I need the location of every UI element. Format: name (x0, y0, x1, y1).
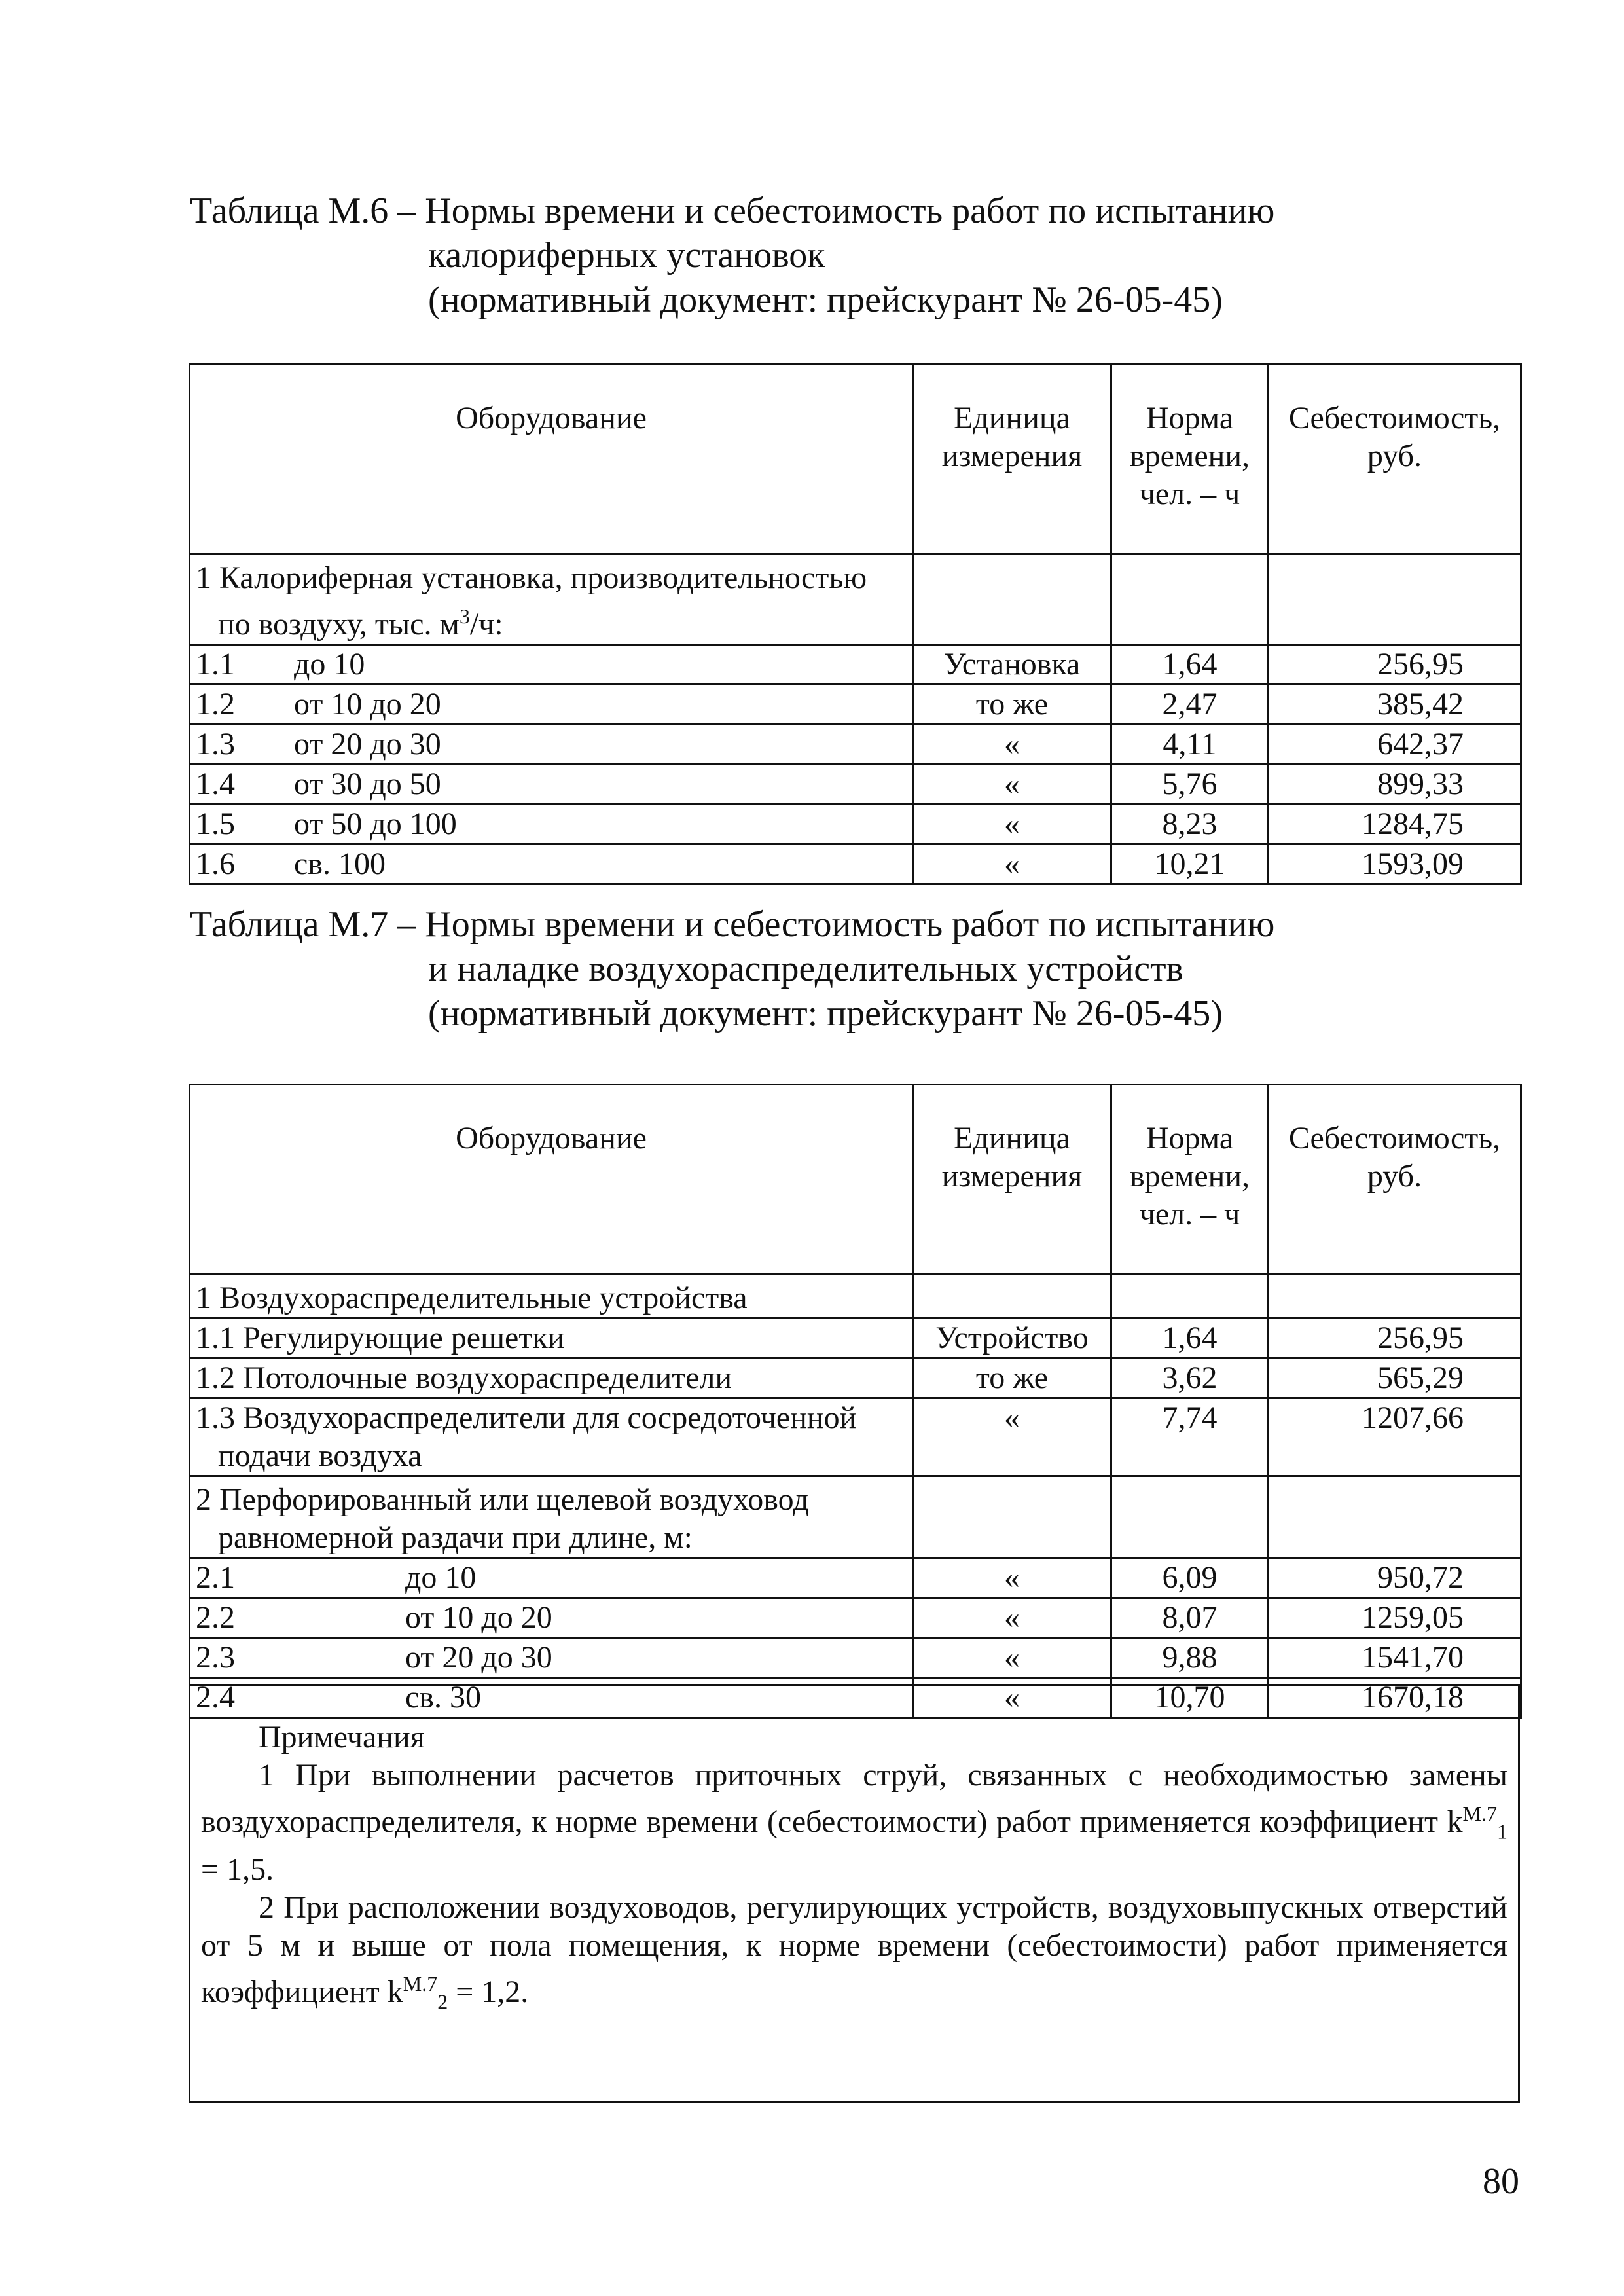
table7-caption-line1: Таблица М.7 – Нормы времени и себестоимость работ по испытанию (190, 904, 1275, 945)
page-number: 80 (1483, 2161, 1519, 2202)
table-row: 2.1 до 10 « 6,09 950,72 (190, 1558, 1521, 1598)
table6-header-unit: Единица измерения (913, 365, 1111, 555)
table-row: 1.3 от 20 до 30 « 4,11 642,37 (190, 725, 1521, 765)
table6-caption-line3: (нормативный документ: прейскурант № 26-05-45) (428, 280, 1223, 320)
notes-box (189, 1684, 1520, 2103)
table-row: 2.4 св. 30 « 10,70 1670,18 (190, 1678, 1521, 1718)
table7-header-norm: Норма времени, чел. – ч (1111, 1085, 1269, 1275)
table-row: 1.6 св. 100 « 10,21 1593,09 (190, 845, 1521, 884)
notes-title: Примечания (259, 1720, 425, 1755)
table7-header-equipment: Оборудование (190, 1085, 913, 1275)
table7-group2-title: 2 Перфорированный или щелевой воздуховод равномерной раздачи при длине, м: (190, 1476, 913, 1558)
table6-header-equipment: Оборудование (190, 365, 913, 555)
table6-header-norm: Норма времени, чел. – ч (1111, 365, 1269, 555)
table6-header-cost: Себестоимость, руб. (1269, 365, 1521, 555)
table-row: 1.4 от 30 до 50 « 5,76 899,33 (190, 765, 1521, 805)
table7-header-cost: Себестоимость, руб. (1269, 1085, 1521, 1275)
table-row: 1.1 Регулирующие решетки Устройство 1,64 256,95 (190, 1319, 1521, 1358)
table7-header-row (190, 1085, 1521, 1275)
table-row: 1.3 Воздухораспределители для сосредоточенной подачи воздуха « 7,74 1207,66 (190, 1398, 1521, 1476)
table7-group1-row (190, 1275, 1521, 1319)
table-row: 1.5 от 50 до 100 « 8,23 1284,75 (190, 805, 1521, 845)
table6-caption (190, 189, 1274, 322)
table6-group-title: 1 Калориферная установка, производительностью по воздуху, тыс. $м^3/ч$: (190, 555, 913, 645)
table7-caption-line2: и наладке воздухораспределительных устройств (428, 949, 1183, 989)
table7-caption (190, 902, 1274, 1036)
table-row: 2.3 от 20 до 30 « 9,88 1541,70 (190, 1638, 1521, 1678)
table7-group2-row (190, 1476, 1521, 1558)
table-row: 1.1 до 10 Установка 1,64 256,95 (190, 645, 1521, 685)
table6-header-row (190, 365, 1521, 555)
table6-caption-line1: Таблица М.6 – Нормы времени и себестоимость работ по испытанию (190, 191, 1275, 231)
table7 (189, 1084, 1522, 1719)
table6 (189, 363, 1522, 885)
table7-header-unit: Единица измерения (913, 1085, 1111, 1275)
table6-group-row (190, 555, 1521, 645)
note-1: 1 При выполнении расчетов приточных струй, связанных с необходимостью замены воздухораспределителя, к норме времени (себестоимости) работ применяется коэффициент $k^{М.7}_1 = 1,5$. (201, 1758, 1507, 1887)
table7-group1-title: 1 Воздухораспределительные устройства (190, 1275, 913, 1319)
table-row: 2.2 от 10 до 20 « 8,07 1259,05 (190, 1598, 1521, 1638)
table6-caption-line2: калориферных установок (428, 235, 825, 276)
note-2: 2 При расположении воздуховодов, регулирующих устройств, воздуховыпускных отверстий от 5 м и выше от пола помещения, к норме времени (себестоимости) работ применяется коэффициент $k^{М.7}_2 = 1,2$. (201, 1889, 1507, 2014)
table7-caption-line3: (нормативный документ: прейскурант № 26-05-45) (428, 993, 1223, 1034)
table-row: 1.2 от 10 до 20 то же 2,47 385,42 (190, 685, 1521, 725)
table-row: 1.2 Потолочные воздухораспределители то же 3,62 565,29 (190, 1358, 1521, 1398)
